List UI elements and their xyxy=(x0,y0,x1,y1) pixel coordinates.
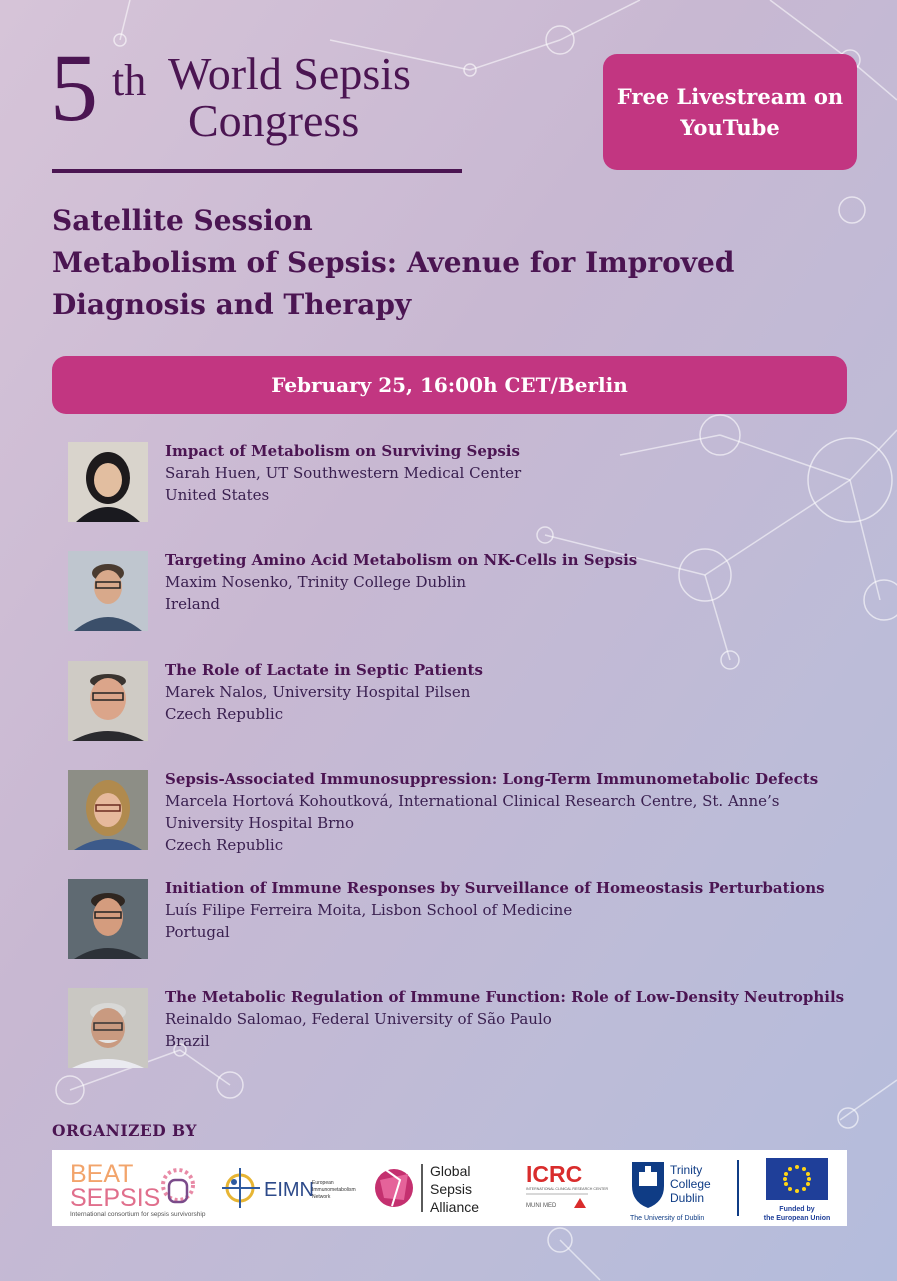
eimn-caption1: European xyxy=(312,1180,334,1186)
talk-title: Sepsis-Associated Immunosuppression: Long-Term Immunometabolic Defects xyxy=(165,770,819,788)
icrc-logo[interactable] xyxy=(522,1150,609,1226)
beat-top-text: BEAT xyxy=(70,1160,134,1188)
tcd-line3: Dublin xyxy=(670,1191,705,1205)
title-divider xyxy=(52,169,462,173)
eimn-caption2: Immunometabolism xyxy=(312,1187,356,1193)
eimn-text: EIMN xyxy=(264,1179,314,1201)
congress-title-line2: Congress xyxy=(188,95,360,146)
talk-title: Targeting Amino Acid Metabolism on NK-Cells in Sepsis xyxy=(165,551,638,569)
congress-ordinal: th xyxy=(112,56,147,105)
speaker-affiliation: Marek Nalos, University Hospital Pilsen xyxy=(165,683,471,701)
eimn-logo[interactable] xyxy=(220,1150,356,1226)
date-banner xyxy=(52,356,847,414)
beat-bottom-text: SEPSIS xyxy=(70,1184,161,1212)
speaker-photo xyxy=(68,442,148,522)
congress-number: 5 xyxy=(50,34,98,141)
tcd-caption: The University of Dublin xyxy=(630,1215,705,1222)
date-text: February 25, 16:00h CET/Berlin xyxy=(271,373,628,397)
speaker-photo xyxy=(68,988,148,1068)
eu-line1: Funded by xyxy=(779,1206,815,1213)
eimn-caption3: Network xyxy=(312,1194,331,1200)
trinity-crest-icon xyxy=(626,1150,726,1226)
gsa-line1: Global xyxy=(430,1163,471,1179)
tcd-line2: College xyxy=(670,1177,711,1191)
beat-sepsis-logo[interactable] xyxy=(66,1150,206,1226)
session-line3: Diagnosis and Therapy xyxy=(52,288,412,321)
speaker-affiliation: Maxim Nosenko, Trinity College Dublin xyxy=(165,573,467,591)
livestream-line1: Free Livestream on xyxy=(616,84,844,109)
speaker-affiliation: Marcela Hortová Kohoutková, International Clinical Research Centre, St. Anne’s xyxy=(165,792,780,810)
gsa-line2: Sepsis xyxy=(430,1181,473,1197)
eu-line2: the European Union xyxy=(763,1215,831,1222)
beat-caption: International consortium for sepsis survivorship xyxy=(70,1211,206,1218)
talk-title: The Metabolic Regulation of Immune Function: Role of Low-Density Neutrophils xyxy=(165,988,845,1006)
global-sepsis-alliance-icon xyxy=(370,1150,490,1226)
speaker-country: Portugal xyxy=(165,923,230,941)
speaker-photo xyxy=(68,770,148,850)
speaker-affiliation: Reinaldo Salomao, Federal University of São Paulo xyxy=(165,1010,552,1028)
session-title xyxy=(52,200,832,326)
livestream-badge[interactable] xyxy=(603,54,857,170)
session-line2: Metabolism of Sepsis: Avenue for Improved xyxy=(52,246,735,279)
talk-title: Impact of Metabolism on Surviving Sepsis xyxy=(165,442,520,460)
speaker-photo xyxy=(68,661,148,741)
speaker-country: Czech Republic xyxy=(165,836,284,854)
speaker-affiliation: Luís Filipe Ferreira Moita, Lisbon School of Medicine xyxy=(165,901,573,919)
speaker-photo xyxy=(68,879,148,959)
talk-title: The Role of Lactate in Septic Patients xyxy=(165,661,483,679)
organizer-logos xyxy=(52,1150,847,1226)
session-line1: Satellite Session xyxy=(52,204,313,237)
icrc-icon xyxy=(522,1150,609,1226)
eimn-icon xyxy=(220,1150,356,1226)
logo-divider xyxy=(737,1160,739,1216)
eu-flag-icon xyxy=(752,1150,842,1226)
congress-title-line1: World Sepsis xyxy=(168,48,411,99)
speaker-country: United States xyxy=(165,486,270,504)
global-sepsis-alliance-logo[interactable] xyxy=(370,1150,490,1226)
organized-by-label: ORGANIZED BY xyxy=(52,1121,197,1140)
trinity-college-dublin-logo[interactable] xyxy=(626,1150,726,1226)
speaker-country: Czech Republic xyxy=(165,705,284,723)
beat-sepsis-icon xyxy=(66,1150,206,1226)
gsa-line3: Alliance xyxy=(430,1199,480,1215)
speaker-affiliation: Sarah Huen, UT Southwestern Medical Center xyxy=(165,464,522,482)
livestream-line2: YouTube xyxy=(680,115,780,140)
tcd-line1: Trinity xyxy=(670,1163,703,1177)
icrc-text: ICRC xyxy=(526,1161,583,1187)
speaker-photo xyxy=(68,551,148,631)
icrc-caption: INTERNATIONAL CLINICAL RESEARCH CENTER xyxy=(526,1187,609,1191)
eu-funding-logo[interactable] xyxy=(752,1150,842,1226)
speaker-affiliation-cont: University Hospital Brno xyxy=(165,814,355,832)
speaker-country: Brazil xyxy=(165,1032,210,1050)
icrc-sub: MUNI MED xyxy=(526,1203,557,1209)
speaker-country: Ireland xyxy=(165,595,220,613)
talk-title: Initiation of Immune Responses by Surveillance of Homeostasis Perturbations xyxy=(165,879,825,897)
